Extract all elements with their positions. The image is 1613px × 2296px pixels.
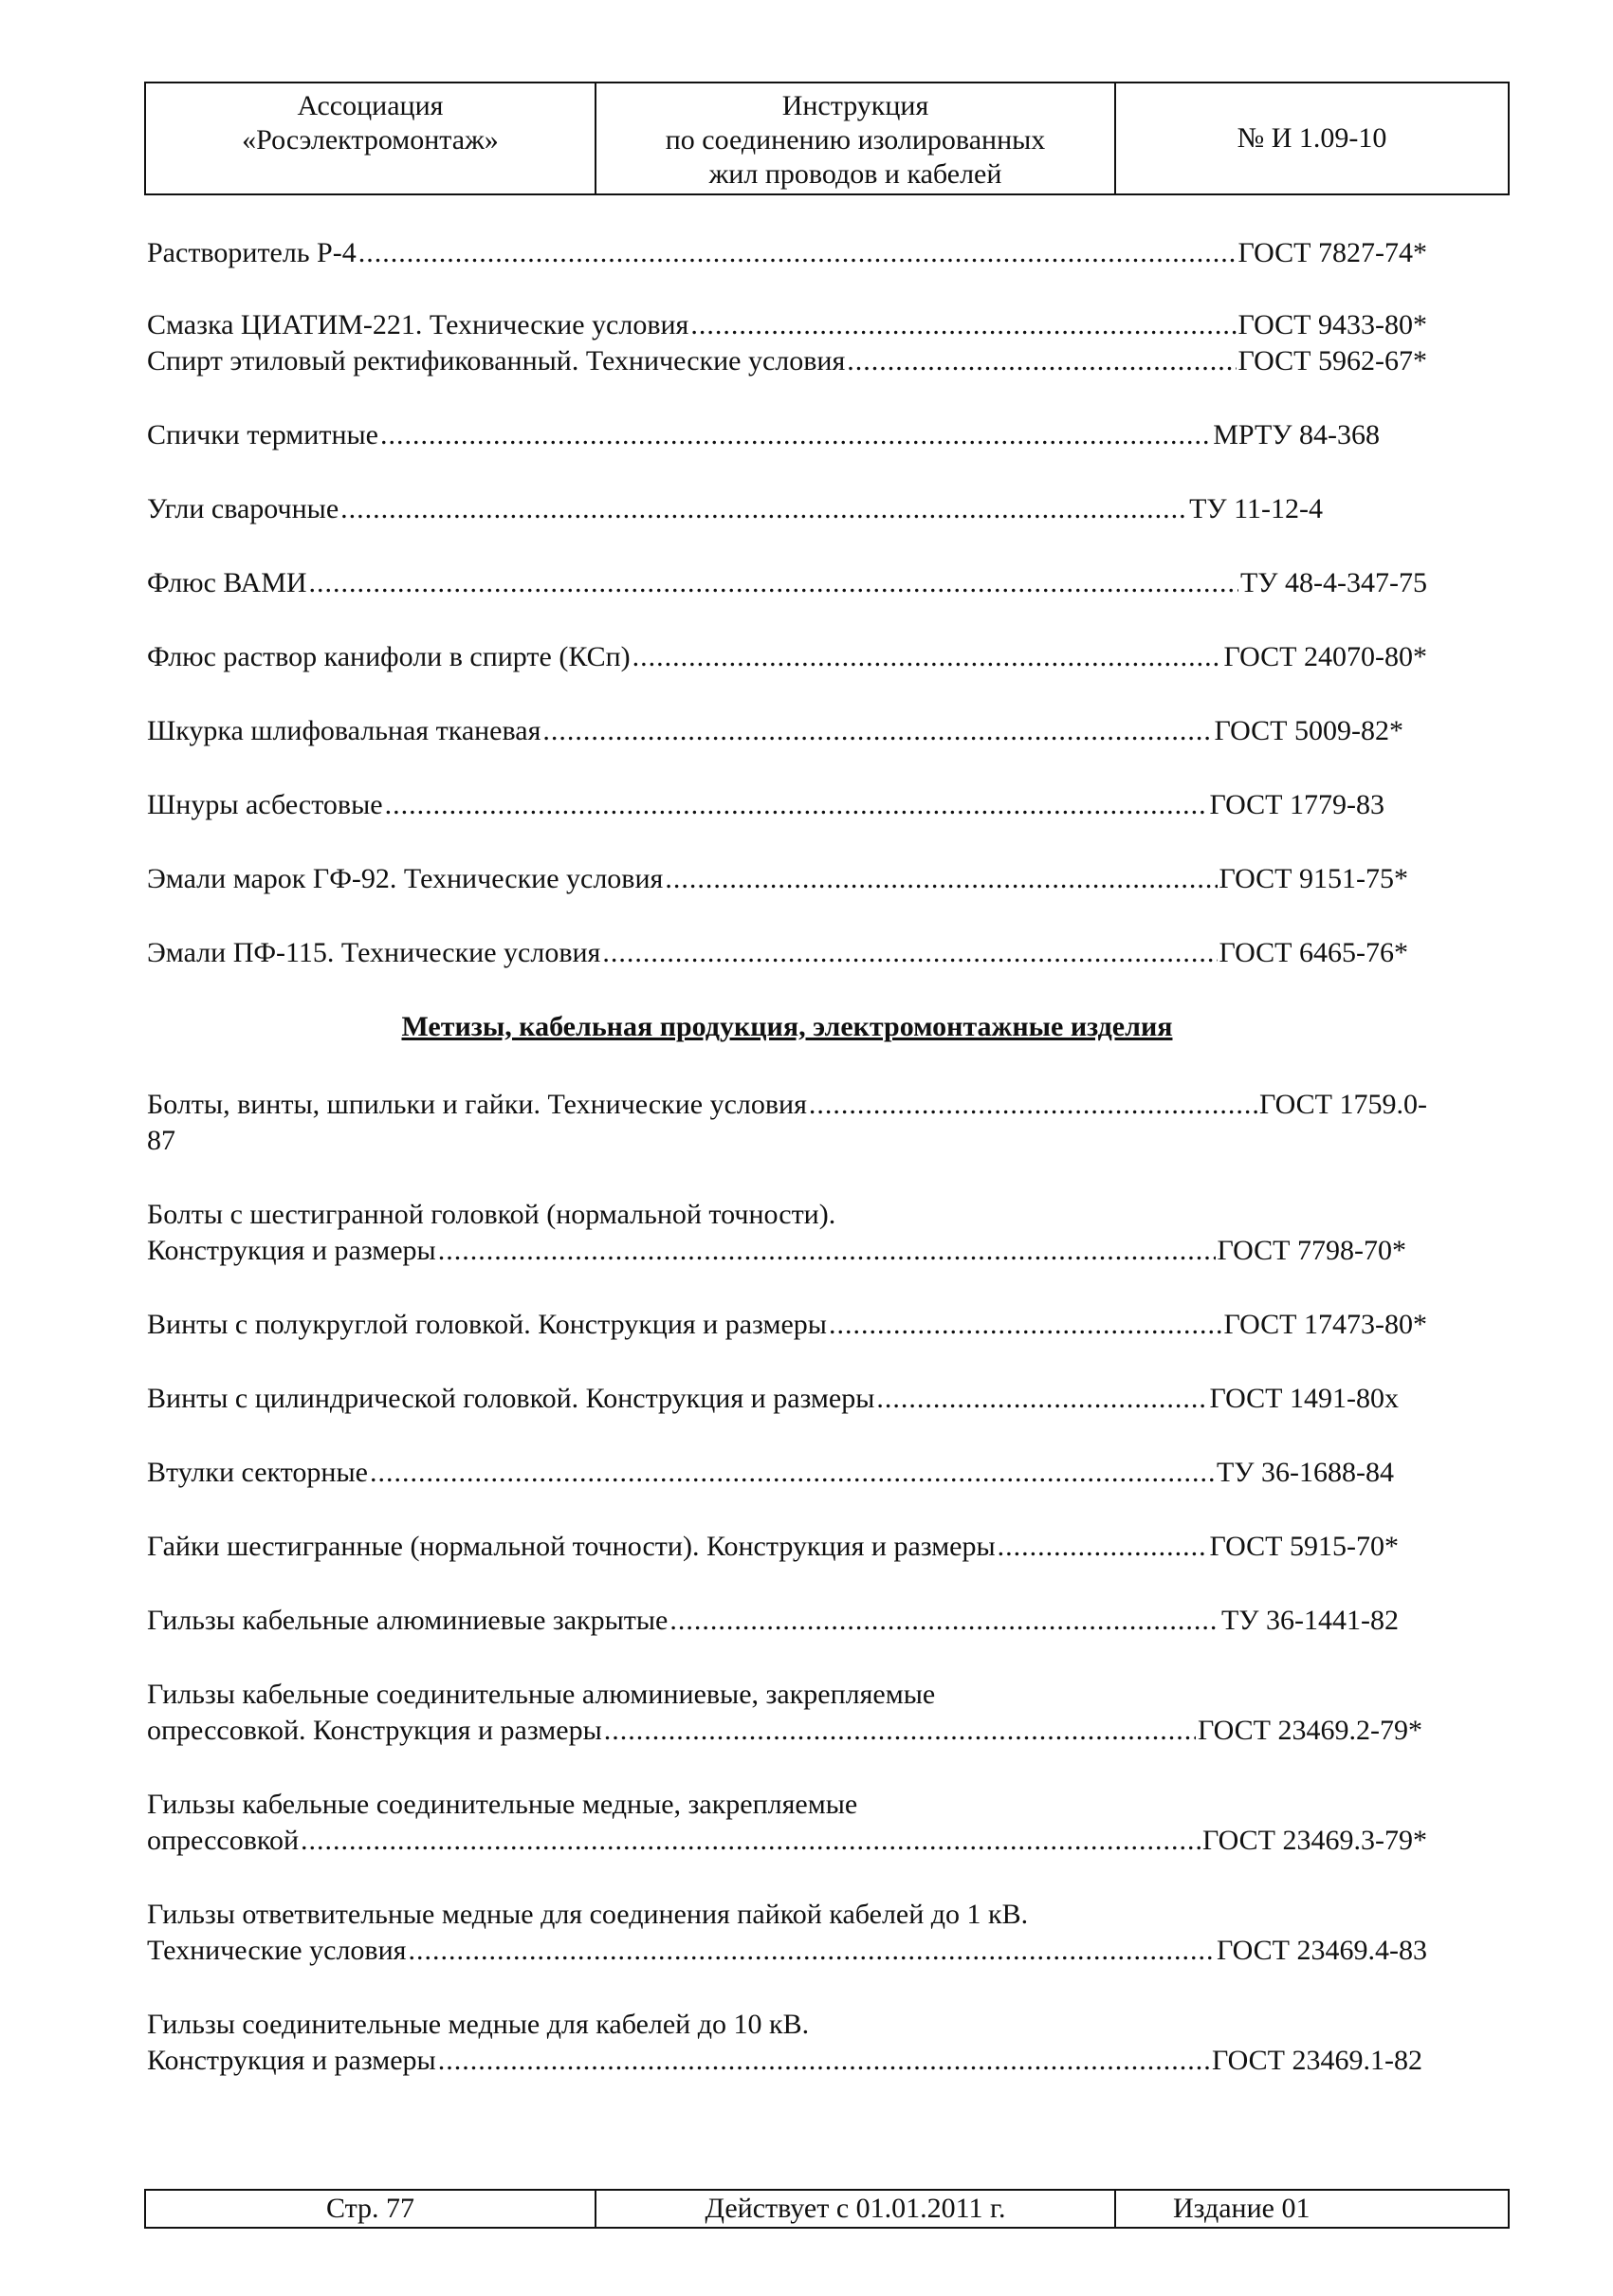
leader-dots	[602, 935, 1217, 971]
document-header-table	[144, 82, 1510, 195]
list-item	[147, 1603, 1399, 1639]
header-doc-number-cell	[1116, 83, 1508, 193]
list-item	[147, 1087, 1427, 1123]
list-item	[147, 639, 1427, 675]
leader-dots	[340, 491, 1187, 527]
item-ref: ГОСТ 5009-82*	[1214, 715, 1403, 746]
leader-dots	[809, 1087, 1257, 1123]
item-ref: ГОСТ 23469.2-79*	[1198, 1715, 1422, 1746]
leader-dots	[847, 343, 1236, 379]
leader-dots	[438, 2043, 1210, 2079]
item-ref: ГОСТ 1491-80х	[1209, 1383, 1399, 1414]
list-item	[147, 343, 1427, 379]
item-ref: ГОСТ 23469.1-82	[1212, 2045, 1422, 2076]
item-ref: ГОСТ 5915-70*	[1209, 1531, 1399, 1562]
item-text: Конструкция и размеры	[147, 2045, 436, 2076]
list-item	[147, 1455, 1394, 1491]
list-item	[147, 1933, 1427, 1969]
item-preline: Гильзы ответвительные медные для соединения пайкой кабелей до 1 кВ.	[147, 1899, 1029, 1930]
item-continuation: 87	[147, 1125, 175, 1156]
leader-dots	[309, 565, 1238, 601]
leader-dots	[665, 861, 1217, 897]
header-title-cell	[596, 83, 1116, 193]
item-ref: ГОСТ 9433-80*	[1237, 309, 1427, 340]
item-text: опрессовкой	[147, 1825, 300, 1856]
footer-page-cell	[146, 2191, 596, 2227]
item-text: Винты с цилиндрической головкой. Конструкция и размеры	[147, 1383, 875, 1414]
leader-dots	[380, 417, 1211, 453]
item-ref: МРТУ 84-368	[1213, 419, 1380, 450]
list-item	[147, 1713, 1422, 1749]
item-ref: ТУ 11-12-4	[1189, 493, 1323, 524]
item-ref: ГОСТ 9151-75*	[1219, 863, 1408, 894]
item-text: Гайки шестигранные (нормальной точности). Конструкция и размеры	[147, 1531, 996, 1562]
item-text: опрессовкой. Конструкция и размеры	[147, 1715, 602, 1746]
valid-from: Действует с 01.01.2011 г.	[705, 2193, 1006, 2224]
leader-dots	[370, 1455, 1215, 1491]
list-item	[147, 565, 1427, 601]
item-text: Гильзы кабельные алюминиевые закрытые	[147, 1605, 669, 1636]
list-item	[147, 491, 1323, 527]
leader-dots	[385, 787, 1208, 823]
item-ref: ГОСТ 1779-83	[1209, 789, 1384, 820]
title-line-2: по соединению изолированных	[665, 124, 1046, 156]
item-text: Спирт этиловый ректификованный. Технические условия	[147, 345, 846, 377]
item-text: Угли сварочные	[147, 493, 339, 524]
item-text: Шнуры асбестовые	[147, 789, 383, 820]
org-line-1: Ассоциация	[297, 90, 444, 121]
item-preline: Болты с шестигранной головкой (нормальной точности).	[147, 1199, 836, 1230]
doc-number: № И 1.09-10	[1237, 122, 1387, 154]
item-ref: ГОСТ 7798-70*	[1217, 1235, 1406, 1266]
leader-dots	[632, 639, 1222, 675]
item-text: Смазка ЦИАТИМ-221. Технические условия	[147, 309, 689, 340]
title-line-1: Инструкция	[781, 90, 929, 121]
document-footer-table	[144, 2189, 1510, 2229]
item-text: Растворитель Р-4	[147, 237, 357, 268]
item-ref: ГОСТ 7827-74*	[1237, 237, 1427, 268]
leader-dots	[998, 1529, 1208, 1565]
item-text: Винты с полукруглой головкой. Конструкция и размеры	[147, 1309, 827, 1340]
item-ref: ТУ 36-1688-84	[1216, 1457, 1394, 1488]
leader-dots	[438, 1233, 1216, 1269]
org-line-2: «Росэлектромонтаж»	[242, 124, 499, 156]
leader-dots	[604, 1713, 1196, 1749]
footer-edition-cell	[1116, 2191, 1508, 2227]
list-item	[147, 307, 1427, 343]
leader-dots	[542, 713, 1212, 749]
title-line-3: жил проводов и кабелей	[708, 158, 1002, 190]
item-ref: ГОСТ 1759.0-	[1259, 1089, 1427, 1120]
item-ref: ТУ 48-4-347-75	[1239, 567, 1427, 598]
item-text: Флюс ВАМИ	[147, 567, 307, 598]
leader-dots	[301, 1823, 1201, 1859]
item-text: Флюс раствор канифоли в спирте (КСп)	[147, 641, 631, 672]
list-item	[147, 1381, 1399, 1417]
item-text: Эмали марок ГФ-92. Технические условия	[147, 863, 664, 894]
footer-valid-cell	[596, 2191, 1116, 2227]
item-preline: Гильзы кабельные соединительные медные, закрепляемые	[147, 1789, 858, 1820]
item-text: Болты, винты, шпильки и гайки. Технические условия	[147, 1089, 807, 1120]
list-item	[147, 1307, 1427, 1343]
leader-dots	[358, 235, 1237, 271]
list-item	[147, 1529, 1399, 1565]
list-item	[147, 1233, 1406, 1269]
item-text: Технические условия	[147, 1935, 407, 1966]
item-text: Шкурка шлифовальная тканевая	[147, 715, 541, 746]
leader-dots	[829, 1307, 1222, 1343]
list-item	[147, 713, 1403, 749]
leader-dots	[408, 1933, 1215, 1969]
list-item	[147, 1823, 1427, 1859]
header-organization-cell	[146, 83, 596, 193]
list-item	[147, 235, 1427, 271]
item-text: Втулки секторные	[147, 1457, 368, 1488]
item-ref: ТУ 36-1441-82	[1220, 1605, 1399, 1636]
item-ref: ГОСТ 6465-76*	[1219, 937, 1408, 968]
item-ref: ГОСТ 24070-80*	[1223, 641, 1427, 672]
edition: Издание 01	[1173, 2193, 1311, 2224]
list-item	[147, 861, 1408, 897]
leader-dots	[876, 1381, 1207, 1417]
item-text: Эмали ПФ-115. Технические условия	[147, 937, 601, 968]
item-text: Спички термитные	[147, 419, 378, 450]
list-item	[147, 417, 1380, 453]
leader-dots	[690, 307, 1236, 343]
leader-dots	[669, 1603, 1219, 1639]
page-number: Стр. 77	[325, 2193, 415, 2224]
list-item	[147, 787, 1384, 823]
item-preline: Гильзы кабельные соединительные алюминиевые, закрепляемые	[147, 1679, 936, 1710]
item-preline: Гильзы соединительные медные для кабелей до 10 кВ.	[147, 2009, 810, 2040]
item-ref: ГОСТ 17473-80*	[1223, 1309, 1427, 1340]
section-heading: Метизы, кабельная продукция, электромонтажные изделия	[401, 1011, 1173, 1042]
list-item	[147, 2043, 1422, 2079]
list-item	[147, 935, 1408, 971]
item-ref: ГОСТ 23469.4-83	[1217, 1935, 1427, 1966]
item-ref: ГОСТ 5962-67*	[1237, 345, 1427, 377]
item-text: Конструкция и размеры	[147, 1235, 436, 1266]
item-ref: ГОСТ 23469.3-79*	[1202, 1825, 1427, 1856]
